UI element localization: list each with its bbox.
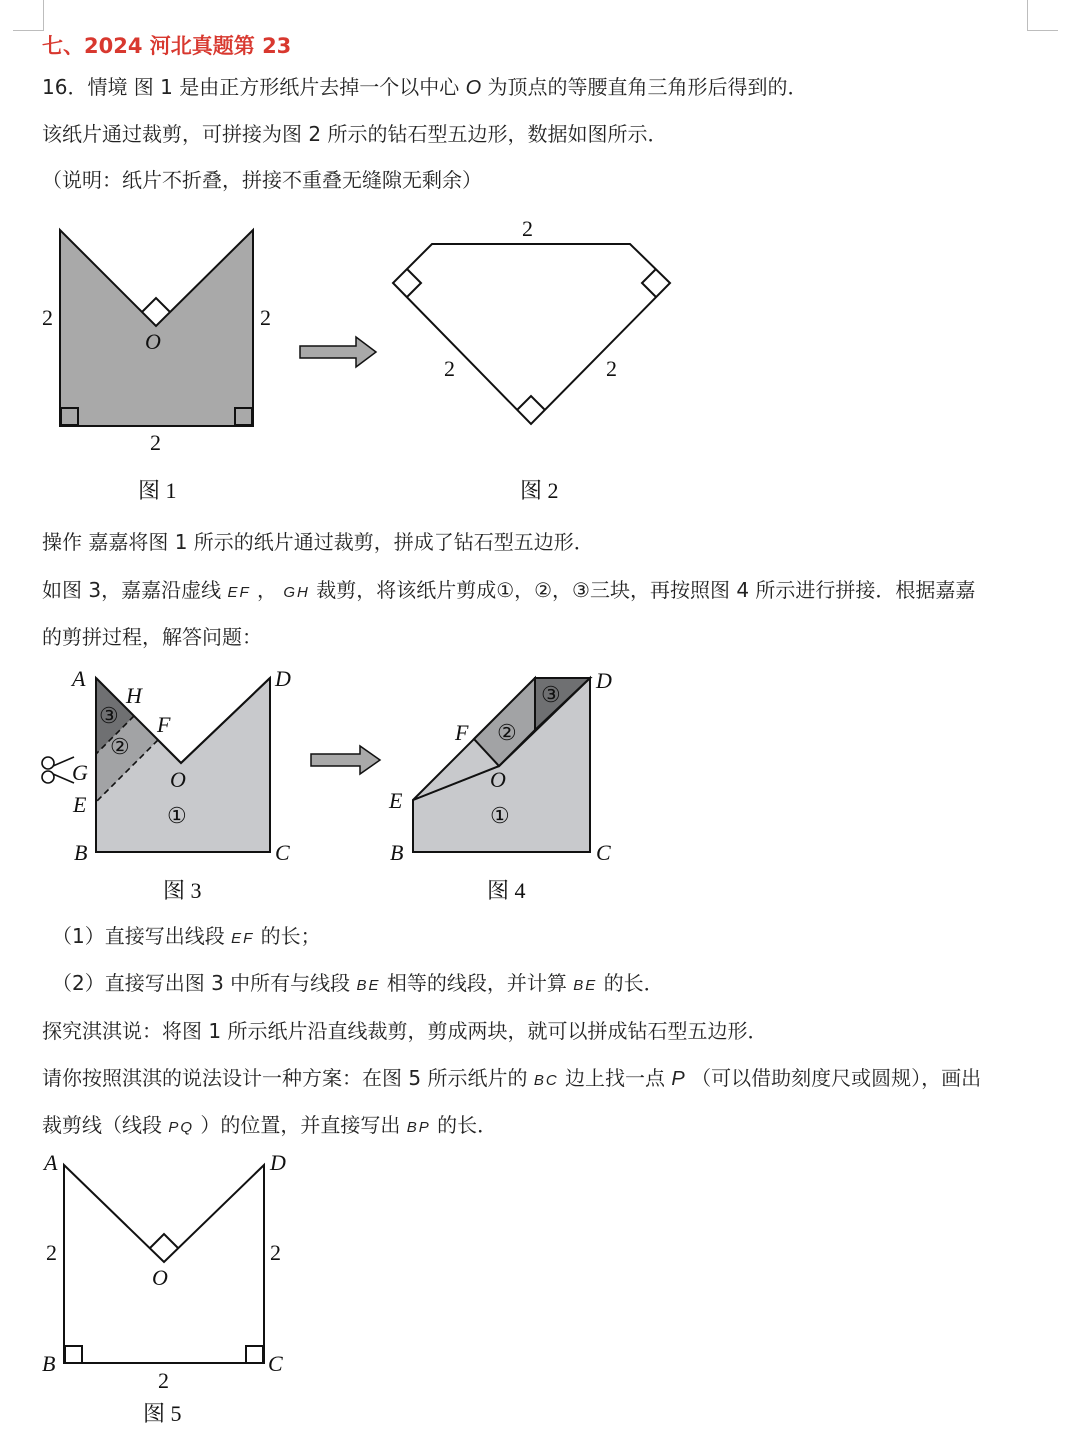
fig4-label-d: D	[596, 668, 612, 693]
fig1-center-label: O	[145, 329, 161, 354]
fig4-piece-2-label: ②	[497, 720, 517, 745]
heading: 七、2024 河北真题第 23	[42, 34, 292, 58]
intro-line-3: （说明：纸片不折叠，拼接不重叠无缝隙无剩余）	[42, 168, 482, 192]
fig3-label-a: A	[72, 666, 86, 691]
intro-line-2: 该纸片通过裁剪，可拼接为图 2 所示的钻石型五边形，数据如图所示．	[42, 122, 668, 146]
fig3-piece-1-label: ①	[167, 803, 187, 828]
fig5-label-b: B	[42, 1351, 56, 1376]
q2-segment-2: BE	[573, 977, 598, 994]
explore-text-d: 裁剪线（线段	[42, 1113, 162, 1137]
fig5-label-a: A	[44, 1150, 58, 1175]
fig3-label-f: F	[157, 712, 171, 737]
fig1-right-len: 2	[260, 305, 271, 330]
fig1-caption: 图 1	[138, 478, 177, 503]
explore-segment-bc: BC	[533, 1072, 559, 1089]
fig5-bottom-len: 2	[158, 1368, 169, 1393]
fig4-label-o: O	[490, 767, 506, 792]
operation-line-1: 操作 嘉嘉将图 1 所示的纸片通过裁剪，拼成了钻石型五边形．	[42, 530, 594, 554]
center-letter: O	[465, 77, 482, 99]
fig4-label-f: F	[455, 720, 469, 745]
fig4-piece-1-label: ①	[490, 803, 510, 828]
fig3-label-h: H	[126, 683, 142, 708]
q1-text-a: （1）直接写出线段	[52, 924, 225, 948]
explore-text-c: （可以借助刻度尺或圆规），画出	[691, 1066, 982, 1090]
fig2-caption: 图 2	[520, 478, 559, 503]
fig3-label-e: E	[73, 792, 87, 817]
explore-text-f: 的长．	[437, 1113, 498, 1137]
fig5-right-angle-o	[150, 1234, 178, 1248]
fig2-lower-right-len: 2	[606, 356, 617, 381]
operation-text-a: 如图 3，嘉嘉沿虚线	[42, 578, 222, 602]
operation-line-3: 的剪拼过程，解答问题：	[42, 625, 262, 649]
fig4-piece-3-label: ③	[541, 682, 561, 707]
fig3-caption: 图 3	[163, 878, 202, 903]
operation-text-b: 裁剪，将该纸片剪成①，②，③三块，再按照图 4 所示进行拼接．根据嘉嘉	[316, 578, 976, 602]
q1-text-b: 的长；	[260, 924, 321, 948]
intro-text-tail: 为顶点的等腰直角三角形后得到的．	[487, 75, 808, 99]
fig4-caption: 图 4	[487, 878, 526, 903]
q2-text-a: （2）直接写出图 3 中所有与线段	[52, 971, 351, 995]
explore-text-e: ）的位置，并直接写出	[200, 1113, 401, 1137]
fig5-caption: 图 5	[143, 1401, 182, 1426]
q2-text-b: 相等的线段，并计算	[386, 971, 567, 995]
fig2-top-len: 2	[522, 216, 533, 241]
segment-gh: GH	[283, 584, 310, 601]
explore-text-b: 边上找一点	[565, 1066, 666, 1090]
fig5-label-d: D	[270, 1150, 286, 1175]
fig5-label-o: O	[152, 1265, 168, 1290]
fig4-label-c: C	[596, 840, 611, 865]
explore-segment-bp: BP	[406, 1119, 431, 1136]
intro-text: 16．情境 图 1 是由正方形纸片去掉一个以中心	[42, 75, 460, 99]
fig5-left-len: 2	[46, 1240, 57, 1265]
fig4-label-e: E	[389, 788, 403, 813]
explore-point-p: P	[671, 1068, 685, 1090]
fig2-lower-left-len: 2	[444, 356, 455, 381]
fig3-piece-2-label: ②	[110, 734, 130, 759]
figure-5	[42, 1150, 286, 1426]
fig3-piece-3-label: ③	[99, 703, 119, 728]
fig5-right-len: 2	[270, 1240, 281, 1265]
fig3-label-d: D	[275, 666, 291, 691]
explore-segment-pq: PQ	[168, 1119, 195, 1136]
fig5-shape	[64, 1165, 264, 1363]
operation-sep: ，	[256, 578, 277, 602]
fig1-bottom-len: 2	[150, 430, 161, 455]
fig3-label-c: C	[275, 840, 290, 865]
segment-ef: EF	[227, 584, 251, 601]
explore-line-1: 探究淇淇说：将图 1 所示纸片沿直线裁剪，剪成两块，就可以拼成钻石型五边形．	[42, 1019, 768, 1043]
q2-segment: BE	[356, 977, 381, 994]
fig4-label-b: B	[390, 840, 404, 865]
fig3-label-g: G	[72, 760, 88, 785]
q2-text-c: 的长．	[603, 971, 664, 995]
fig5-label-c: C	[268, 1351, 283, 1376]
fig3-label-b: B	[74, 840, 88, 865]
fig1-left-len: 2	[42, 305, 53, 330]
fig3-label-o: O	[170, 767, 186, 792]
q1-segment: EF	[231, 930, 255, 947]
explore-text-a: 请你按照淇淇的说法设计一种方案：在图 5 所示纸片的	[42, 1066, 528, 1090]
